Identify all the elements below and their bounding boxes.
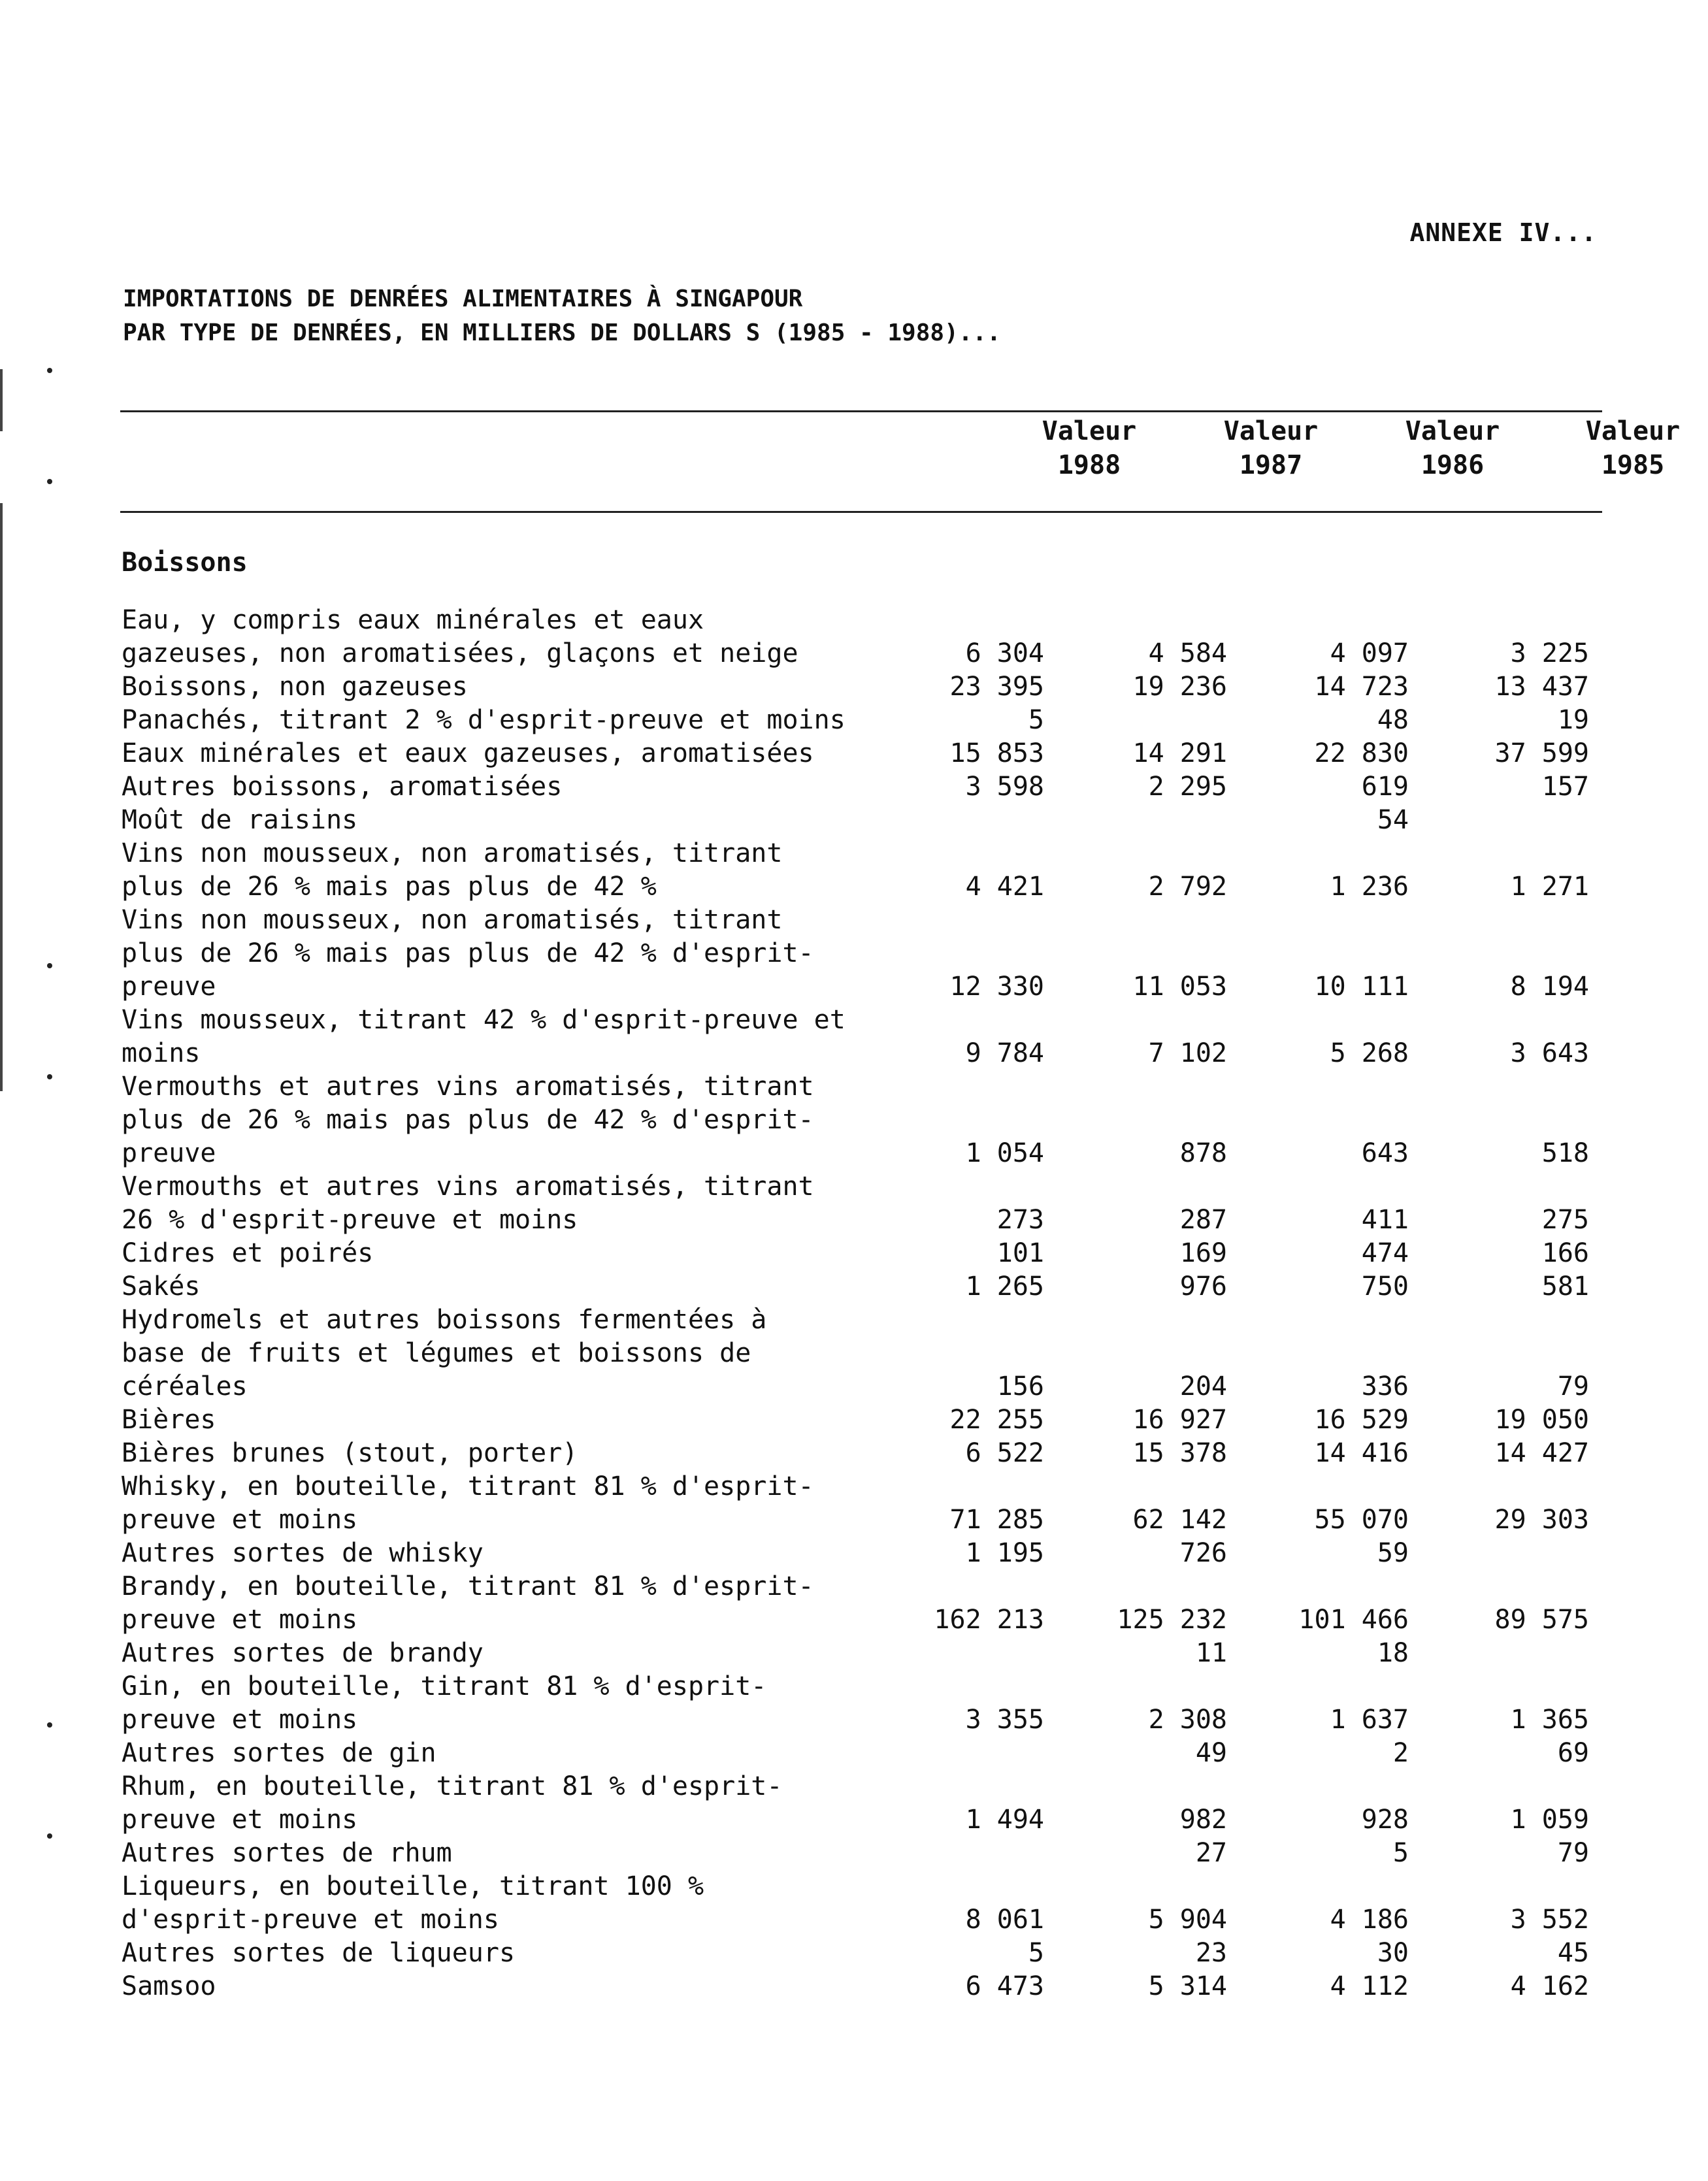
row-value-1988: 23 395: [949, 672, 1044, 702]
row-value-1985: 19: [1557, 705, 1589, 735]
table-row: [0, 1170, 1661, 1237]
row-value-1986: 5: [1392, 1838, 1409, 1868]
row-value-1987: 5 314: [1148, 1971, 1227, 2001]
table-header: [120, 410, 1681, 489]
row-value-1985: 3 552: [1510, 1905, 1589, 1935]
row-value-1985: 29 303: [1494, 1505, 1589, 1535]
title-line-2: PAR TYPE DE DENRÉES, EN MILLIERS DE DOLLARS S (1985 - 1988)...: [123, 320, 1001, 346]
table-row: [0, 1437, 1661, 1470]
row-value-1988: 5: [1028, 705, 1044, 735]
row-label: Vermouths et autres vins aromatisés, titrant 26 % d'esprit-preuve et moins: [122, 1172, 814, 1235]
row-value-1987: 2 792: [1148, 872, 1227, 902]
row-value-1988: 1 054: [965, 1138, 1044, 1168]
scan-speck: [47, 479, 52, 484]
column-header-label: Valeur: [1585, 416, 1681, 446]
row-value-1985: 19 050: [1494, 1405, 1589, 1435]
document-title: [123, 282, 1001, 350]
row-label: Vins non mousseux, non aromatisés, titrant plus de 26 % mais pas plus de 42 % d'esprit- preuve: [122, 905, 814, 1002]
row-value-1985: 581: [1541, 1271, 1589, 1302]
row-value-1987: 19 236: [1132, 672, 1227, 702]
row-value-1987: 2 308: [1148, 1705, 1227, 1735]
table-row: [0, 1270, 1661, 1304]
row-value-1986: 1 637: [1330, 1705, 1409, 1735]
row-label: Eaux minérales et eaux gazeuses, aromatisées: [122, 738, 814, 768]
row-value-1985: 518: [1541, 1138, 1589, 1168]
row-value-1988: 4 421: [965, 872, 1044, 902]
column-header-1985: [1558, 414, 1708, 482]
row-value-1986: 16 529: [1314, 1405, 1409, 1435]
row-label: Gin, en bouteille, titrant 81 % d'esprit- preuve et moins: [122, 1671, 767, 1735]
row-label: Boissons, non gazeuses: [122, 672, 468, 702]
row-value-1988: 9 784: [965, 1038, 1044, 1068]
row-value-1986: 5 268: [1330, 1038, 1409, 1068]
row-value-1988: 8 061: [965, 1905, 1044, 1935]
row-label: Samsoo: [122, 1971, 216, 2001]
row-value-1988: 5: [1028, 1938, 1044, 1968]
table-row: [0, 1537, 1661, 1570]
table-row: [0, 604, 1661, 670]
row-value-1985: 14 427: [1494, 1438, 1589, 1468]
table-row: [0, 1670, 1661, 1737]
table-row: [0, 1470, 1661, 1537]
row-label: Bières brunes (stout, porter): [122, 1438, 578, 1468]
row-label: Autres sortes de whisky: [122, 1538, 484, 1568]
row-value-1987: 204: [1179, 1371, 1227, 1402]
row-value-1985: 3 643: [1510, 1038, 1589, 1068]
row-label: Rhum, en bouteille, titrant 81 % d'esprit- preuve et moins: [122, 1771, 783, 1835]
table-row: [0, 1004, 1661, 1070]
row-value-1986: 928: [1361, 1805, 1409, 1835]
row-value-1985: 45: [1557, 1938, 1589, 1968]
row-value-1987: 11 053: [1132, 972, 1227, 1002]
row-value-1987: 287: [1179, 1205, 1227, 1235]
row-value-1986: 18: [1377, 1638, 1409, 1668]
row-value-1986: 55 070: [1314, 1505, 1409, 1535]
row-value-1988: 3 598: [965, 772, 1044, 802]
scan-speck: [47, 368, 52, 373]
row-value-1988: 156: [996, 1371, 1044, 1402]
table-row: [0, 1937, 1661, 1970]
table-row: [0, 1770, 1661, 1837]
row-value-1986: 4 097: [1330, 638, 1409, 668]
row-value-1987: 14 291: [1132, 738, 1227, 768]
table-row: [0, 1237, 1661, 1270]
scan-edge-mark: [0, 369, 3, 431]
column-header-year: 1985: [1601, 450, 1665, 480]
row-value-1988: 101: [996, 1238, 1044, 1268]
column-header-1987: [1196, 414, 1346, 482]
row-label: Sakés: [122, 1271, 201, 1302]
table-row: [0, 1304, 1661, 1403]
row-value-1985: 13 437: [1494, 672, 1589, 702]
table-row: [0, 1403, 1661, 1437]
row-value-1986: 619: [1361, 772, 1409, 802]
row-value-1986: 2: [1392, 1738, 1409, 1768]
row-value-1987: 16 927: [1132, 1405, 1227, 1435]
row-value-1986: 1 236: [1330, 872, 1409, 902]
table-row: [0, 1737, 1661, 1770]
row-label: Liqueurs, en bouteille, titrant 100 % d'esprit-preuve et moins: [122, 1871, 704, 1935]
row-label: Vins non mousseux, non aromatisés, titrant plus de 26 % mais pas plus de 42 %: [122, 838, 783, 902]
row-value-1987: 4 584: [1148, 638, 1227, 668]
row-value-1986: 411: [1361, 1205, 1409, 1235]
row-label: Cidres et poirés: [122, 1238, 374, 1268]
row-value-1988: 12 330: [949, 972, 1044, 1002]
row-value-1986: 14 723: [1314, 672, 1409, 702]
row-label: Panachés, titrant 2 % d'esprit-preuve et moins: [122, 705, 846, 735]
row-value-1988: 3 355: [965, 1705, 1044, 1735]
row-value-1988: 1 494: [965, 1805, 1044, 1835]
row-value-1987: 15 378: [1132, 1438, 1227, 1468]
row-value-1987: 23: [1195, 1938, 1227, 1968]
row-value-1987: 49: [1195, 1738, 1227, 1768]
table-body: [0, 604, 1661, 2003]
row-value-1986: 10 111: [1314, 972, 1409, 1002]
row-label: Bières: [122, 1405, 216, 1435]
row-value-1988: 6 522: [965, 1438, 1044, 1468]
column-header-year: 1986: [1421, 450, 1485, 480]
row-value-1987: 169: [1179, 1238, 1227, 1268]
table-row: [0, 1837, 1661, 1870]
column-header-year: 1987: [1239, 450, 1303, 480]
row-value-1985: 1 365: [1510, 1705, 1589, 1735]
row-value-1987: 2 295: [1148, 772, 1227, 802]
column-header-label: Valeur: [1223, 416, 1319, 446]
row-value-1988: 71 285: [949, 1505, 1044, 1535]
row-value-1988: 15 853: [949, 738, 1044, 768]
row-label: Hydromels et autres boissons fermentées à base de fruits et légumes et boissons de céréales: [122, 1305, 767, 1402]
row-value-1988: 6 473: [965, 1971, 1044, 2001]
row-label: Autres sortes de gin: [122, 1738, 436, 1768]
row-value-1987: 5 904: [1148, 1905, 1227, 1935]
row-value-1986: 54: [1377, 805, 1409, 835]
row-value-1985: 1 271: [1510, 872, 1589, 902]
table-row: [0, 1637, 1661, 1670]
row-value-1988: 273: [996, 1205, 1044, 1235]
column-header-1986: [1377, 414, 1528, 482]
row-value-1986: 336: [1361, 1371, 1409, 1402]
row-value-1986: 14 416: [1314, 1438, 1409, 1468]
row-value-1985: 1 059: [1510, 1805, 1589, 1835]
row-value-1986: 750: [1361, 1271, 1409, 1302]
table-row: [0, 737, 1661, 770]
row-value-1987: 878: [1179, 1138, 1227, 1168]
table-row: [0, 770, 1661, 804]
table-row: [0, 1570, 1661, 1637]
row-label: Vins mousseux, titrant 42 % d'esprit-preuve et moins: [122, 1005, 846, 1068]
row-value-1987: 62 142: [1132, 1505, 1227, 1535]
row-value-1986: 4 186: [1330, 1905, 1409, 1935]
row-value-1985: 4 162: [1510, 1971, 1589, 2001]
row-label: Autres sortes de rhum: [122, 1838, 452, 1868]
table-row: [0, 1070, 1661, 1170]
row-value-1987: 125 232: [1117, 1605, 1227, 1635]
row-value-1985: 79: [1557, 1371, 1589, 1402]
row-value-1985: 3 225: [1510, 638, 1589, 668]
row-value-1987: 7 102: [1148, 1038, 1227, 1068]
table-row: [0, 837, 1661, 904]
row-label: Moût de raisins: [122, 805, 358, 835]
row-value-1988: 6 304: [965, 638, 1044, 668]
row-value-1987: 976: [1179, 1271, 1227, 1302]
row-value-1987: 726: [1179, 1538, 1227, 1568]
row-value-1986: 643: [1361, 1138, 1409, 1168]
row-label: Vermouths et autres vins aromatisés, titrant plus de 26 % mais pas plus de 42 % d'esprit- preuve: [122, 1072, 814, 1168]
row-value-1986: 48: [1377, 705, 1409, 735]
row-value-1985: 166: [1541, 1238, 1589, 1268]
column-header-year: 1988: [1057, 450, 1121, 480]
column-header-label: Valeur: [1042, 416, 1137, 446]
row-value-1985: 275: [1541, 1205, 1589, 1235]
row-value-1988: 22 255: [949, 1405, 1044, 1435]
row-value-1987: 27: [1195, 1838, 1227, 1868]
row-value-1985: 37 599: [1494, 738, 1589, 768]
table-row: [0, 704, 1661, 737]
annex-label: ANNEXE IV...: [1409, 218, 1597, 247]
row-value-1988: 1 195: [965, 1538, 1044, 1568]
row-label: Autres sortes de liqueurs: [122, 1938, 516, 1968]
row-value-1986: 59: [1377, 1538, 1409, 1568]
row-label: Autres sortes de brandy: [122, 1638, 484, 1668]
table-row: [0, 1870, 1661, 1937]
table-header-rule: [120, 511, 1602, 513]
column-header-label: Valeur: [1405, 416, 1500, 446]
row-value-1986: 474: [1361, 1238, 1409, 1268]
table-row: [0, 670, 1661, 704]
row-value-1985: 8 194: [1510, 972, 1589, 1002]
table-row: [0, 1970, 1661, 2003]
row-value-1987: 982: [1179, 1805, 1227, 1835]
row-value-1985: 89 575: [1494, 1605, 1589, 1635]
row-label: Brandy, en bouteille, titrant 81 % d'esprit- preuve et moins: [122, 1571, 814, 1635]
table-row: [0, 804, 1661, 837]
row-value-1986: 4 112: [1330, 1971, 1409, 2001]
row-value-1985: 79: [1557, 1838, 1589, 1868]
table-row: [0, 904, 1661, 1004]
row-label: Autres boissons, aromatisées: [122, 772, 563, 802]
title-line-1: IMPORTATIONS DE DENRÉES ALIMENTAIRES À SINGAPOUR: [123, 286, 803, 312]
row-value-1986: 22 830: [1314, 738, 1409, 768]
row-value-1988: 162 213: [934, 1605, 1044, 1635]
row-value-1987: 11: [1195, 1638, 1227, 1668]
row-value-1986: 101 466: [1298, 1605, 1409, 1635]
row-value-1988: 1 265: [965, 1271, 1044, 1302]
row-value-1985: 69: [1557, 1738, 1589, 1768]
column-header-1988: [1014, 414, 1164, 482]
row-label: Whisky, en bouteille, titrant 81 % d'esprit- preuve et moins: [122, 1471, 814, 1535]
row-value-1986: 30: [1377, 1938, 1409, 1968]
row-value-1985: 157: [1541, 772, 1589, 802]
section-heading: Boissons: [122, 548, 248, 578]
row-label: Eau, y compris eaux minérales et eaux gazeuses, non aromatisées, glaçons et neige: [122, 605, 798, 668]
